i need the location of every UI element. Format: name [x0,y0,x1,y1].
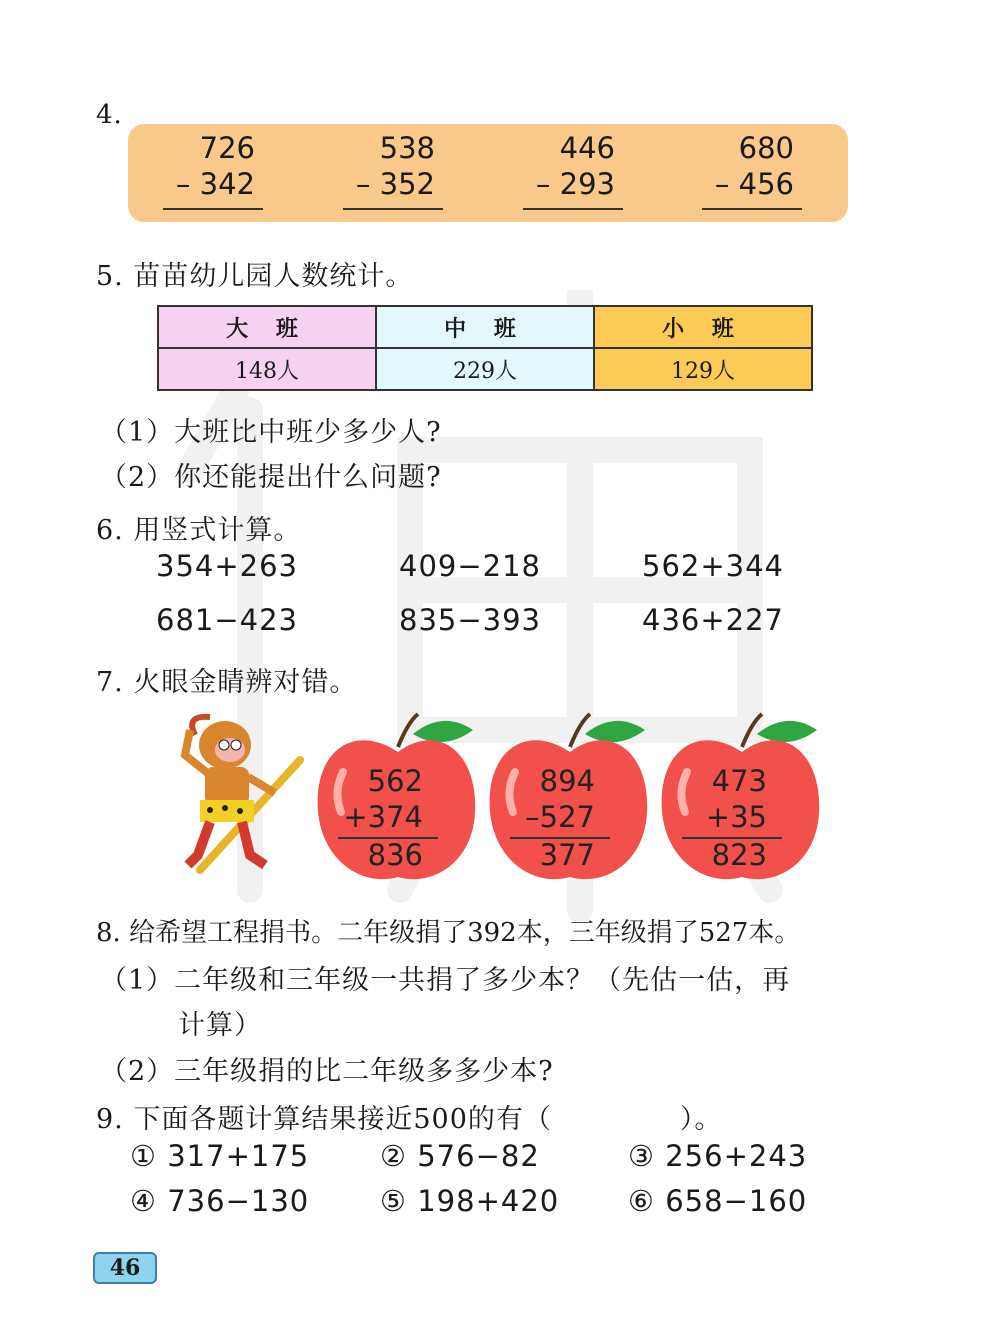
answer-line [702,208,802,210]
q9-title-end: ）。 [679,1104,723,1135]
option-expression: 256+243 [665,1139,808,1173]
option-mark: ② [380,1139,407,1173]
minuend: 538 [379,131,435,165]
subtrahend: – 456 [714,167,794,201]
q9-title [96,1097,722,1136]
apple-problem [313,712,483,892]
apple-problem [485,712,655,892]
table-row [158,348,812,390]
option-mark: ③ [628,1139,655,1173]
enrollment-table [157,305,813,391]
table-header-cell: 小 班 [594,306,812,348]
q8-title: 8. 给希望工程捐书。二年级捐了392本，三年级捐了527本。 [96,918,801,948]
q8-subquestion-1: （1）二年级和三年级一共捐了多少本？（先估一估，再 [100,965,791,996]
apple-top-number: 894 [539,764,595,798]
table-header-cell: 大 班 [158,306,376,348]
apple-problem [657,712,827,892]
option-5 [380,1184,559,1218]
apple-result: 823 [711,838,767,872]
option-expression: 198+420 [417,1184,560,1218]
option-expression: 576−82 [417,1139,540,1173]
apple-operand: –527 [525,800,595,834]
apple-result: 836 [367,838,423,872]
option-expression: 658−160 [665,1184,808,1218]
answer-line [163,208,263,210]
option-mark: ④ [130,1184,157,1218]
answer-line [523,208,623,210]
apple-top-number: 473 [711,764,767,798]
vertical-subtraction [702,130,812,202]
table-cell: 229人 [376,348,594,390]
option-3 [628,1139,807,1173]
q5-subquestion-1: （1）大班比中班少多少人? [100,417,442,448]
apple-operand: +374 [343,800,423,834]
option-expression: 317+175 [167,1139,310,1173]
apple-operand: +35 [705,800,767,834]
option-2 [380,1139,540,1173]
page-number-badge: 46 [93,1252,157,1284]
table-cell: 129人 [594,348,812,390]
subtrahend: – 293 [535,167,615,201]
apple-result: 377 [539,838,595,872]
q8-subquestion-2: （2）三年级捐的比二年级多多少本? [100,1056,554,1087]
option-mark: ① [130,1139,157,1173]
vertical-subtraction [523,130,633,202]
apple-top-number: 562 [367,764,423,798]
minuend: 726 [199,131,255,165]
table-cell: 148人 [158,348,376,390]
q5-subquestion-2: （2）你还能提出什么问题? [100,462,442,493]
expression: 409−218 [399,549,542,583]
option-expression: 736−130 [167,1184,310,1218]
q4-problem-box [128,124,848,222]
expression: 354+263 [156,549,299,583]
q9-title-text: 9. 下面各题计算结果接近500的有（ [96,1104,552,1135]
subtrahend: – 352 [355,167,435,201]
option-mark: ⑥ [628,1184,655,1218]
minuend: 680 [738,131,794,165]
option-mark: ⑤ [380,1184,407,1218]
q5-title: 5. 苗苗幼儿园人数统计。 [96,261,414,292]
monkey-king-illustration [170,705,310,880]
expression: 681−423 [156,603,299,637]
option-6 [628,1184,807,1218]
expression: 436+227 [642,603,785,637]
q8-subquestion-1-continued: 计算） [178,1010,262,1041]
minuend: 446 [559,131,615,165]
q4-label: 4. [96,100,123,130]
q6-title: 6. 用竖式计算。 [96,515,302,546]
table-header-cell: 中 班 [376,306,594,348]
vertical-subtraction [343,130,453,202]
subtrahend: – 342 [175,167,255,201]
expression: 835−393 [399,603,542,637]
option-4 [130,1184,309,1218]
expression: 562+344 [642,549,785,583]
answer-line [343,208,443,210]
q7-title: 7. 火眼金睛辨对错。 [96,667,358,698]
vertical-subtraction [163,130,273,202]
table-header-row [158,306,812,348]
option-1 [130,1139,309,1173]
